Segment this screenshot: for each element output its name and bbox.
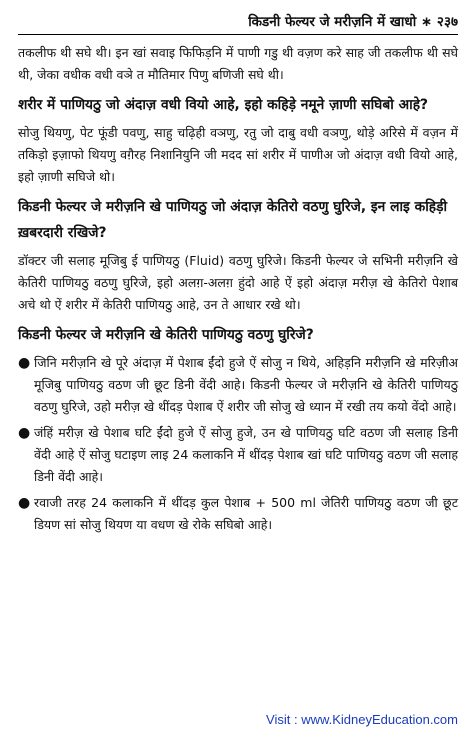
question-heading-1: शरीर में पाणियठु जो अंदाज़ वधी वियो आहे, इहो कहिड़े नमूने ज़ाणी सघिबो आहे? <box>18 97 429 113</box>
bullet-icon: ● <box>18 355 31 371</box>
answer-paragraph-2: डॉक्टर जी सलाह मूजिबु ई पाणियठु (Fluid) वठणु घुरिजे। किडनी फेल्यर जे सभिनी मरीज़नि खे केतिरी पाणियठु वठणु घुरिजे, इहो अलग़-अलग़ हुंदो आहे ऐं इहो अंदाज़ मरीज़ खे केतिरो पेशाब अचे थो ऐं शरीर में केतिरी पाणियठु आहे, उन ते आधार रखे थो। <box>18 253 458 312</box>
bullet-icon: ● <box>18 495 31 511</box>
question-heading-3: किडनी फेल्यर जे मरीज़नि खे केतिरी पाणियठु वठणु घुरिजे? <box>18 327 314 343</box>
answer-paragraph-1: सोजु थियणु, पेट फूंडी पवणु, साहु चढ़िही वञणु, रतु जो दाबु वधी वञणु, थोड़े अरिसे में वज़न में तकिड़ो इज़ाफो थियणु वग़ैरह निशानियुनि जी मदद सां शरीर में पाणीअ जो अंदाज़ वधी वियो आहे, इहो ज़ाणी सघिजे थो। <box>18 125 458 184</box>
list-item <box>18 492 458 536</box>
list-item-text: रवाजी तरह 24 कलाकनि में थींदड़ कुल पेशाब + 500 ml जेतिरी पाणियठु वठण जी छूट डियण सां सोजु थियण या वधण खे रोके सघिबो आहे। <box>34 495 458 532</box>
header-title: किडनी फेल्यर जे मरीज़नि में खाधो ∗ २३७ <box>248 14 458 30</box>
question-heading-2: किडनी फेल्यर जे मरीज़नि खे पाणियठु जो अंदाज़ केतिरो वठणु घुरिजे, इन लाइ कहिड़ी ख़बरदारी रखिजे? <box>18 199 448 241</box>
list-item-text: जिनि मरीज़नि खे पूरे अंदाज़ में पेशाब ईंदो हुजे ऐं सोजु न थिये, अहिड़नि मरीज़नि खे मरिज़ीअ मूजिबु पाणियठु वठण जी छूट डिनी वेंदी आहे। किडनी फेल्यर जे मरीज़नि खे केतिरी पाणियठु वठणु घुरिजे, उहो मरीज़ खे थींदड़ पेशाब ऐं शरीर जी सोजु खे ध्यान में रखी तय कयो वेंदो आहे। <box>34 355 458 414</box>
header-rule <box>18 34 458 35</box>
bullet-list <box>18 352 458 536</box>
running-header <box>18 8 458 34</box>
bullet-icon: ● <box>18 425 31 441</box>
list-item <box>18 352 458 418</box>
footer-website-link[interactable]: Visit : www.KidneyEducation.com <box>266 712 458 727</box>
page-content <box>18 42 458 540</box>
list-item-text: जंहिं मरीज़ खे पेशाब घटि ईंदो हुजे ऐं सोजु हुजे, उन खे पाणियठु घटि वठण जी सलाह डिनी वेंदी आहे ऐं सोजु घटाइण लाइ 24 कलाकनि में थींदड़ पेशाब खां घटि पाणियठु वठण जी सलाह डिनी वेंदी आहे। <box>34 425 458 484</box>
list-item <box>18 422 458 488</box>
intro-paragraph: तकलीफ थी सघे थी। इन खां सवाइ फिफिड़नि में पाणी गडु थी वज़ण करे साह जी तकलीफ थी सघे थी, जेका वधीक वधी वञे त मौतिमार पिणु बणिजी सघे थी। <box>18 45 458 82</box>
